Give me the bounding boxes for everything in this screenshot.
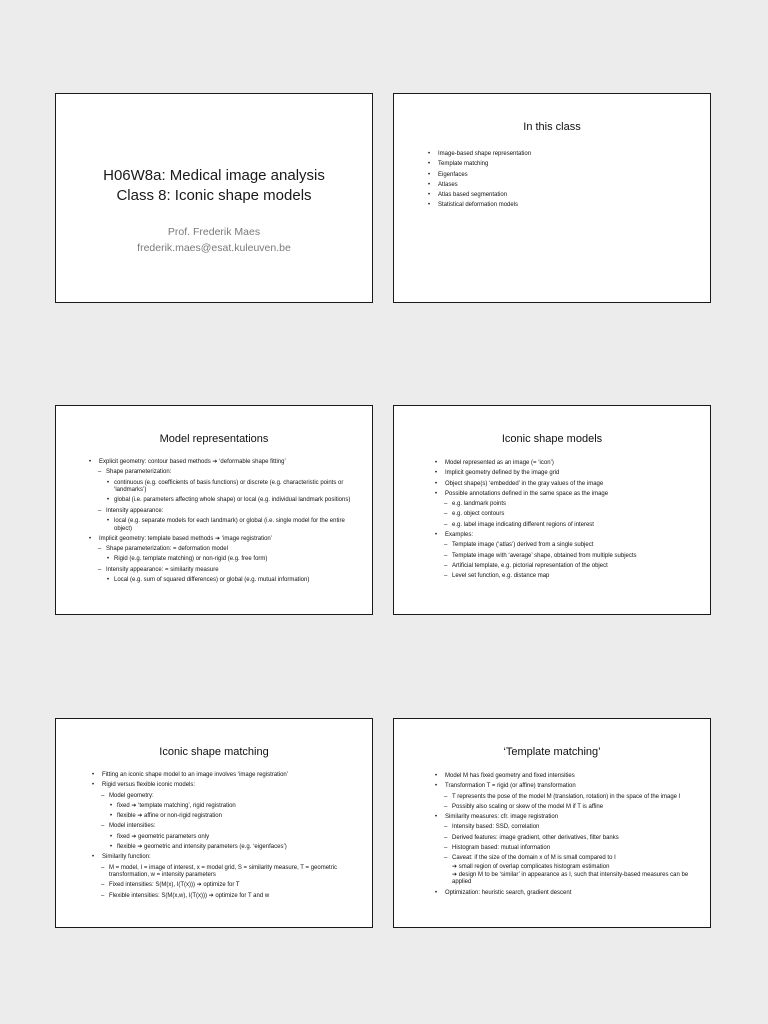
bullet-item: • Image-based shape representation [427, 151, 700, 159]
author-name: Prof. Frederik Maes [167, 226, 261, 238]
bullet-item: – Model intensities: [101, 823, 362, 831]
bullet-item: ➔ design M to be ‘similar’ in appearance as I, such that intensity-based measures can be applied [452, 871, 689, 886]
bullet-item: • Similarity measures: cfr. image registration [434, 814, 700, 822]
bullet-item: • Eigenfaces [427, 172, 700, 180]
bullet-item: – Level set function, e.g. distance map [444, 573, 700, 581]
slide-title-page [55, 93, 373, 303]
bullet-item: – e.g. landmark points [444, 501, 700, 509]
bullet-item: • fixed ➔ geometric parameters only [110, 834, 362, 842]
bullet-item: – Model geometry: [101, 793, 362, 801]
bullet-item: – Shape parameterization: [98, 469, 362, 477]
bullet-item: • Implicit geometry: template based methods ➔ ‘image registration’ [88, 536, 362, 544]
bullet-item: • continuous (e.g. coefficients of basis functions) or discrete (e.g. characteristic points or ‘landmarks’) [107, 480, 362, 495]
slide-in-this-class [393, 93, 711, 303]
bullet-item: – Fixed intensities: S(M(x), I(T(x))) ➔ optimize for T [101, 882, 362, 890]
title-line-1: H06W8a: Medical image analysis [103, 167, 325, 184]
bullet-item: – Artificial template, e.g. pictorial representation of the object [444, 563, 700, 571]
bullet-item: • fixed ➔ ‘template matching’, rigid registration [110, 803, 362, 811]
slide-heading: In this class [523, 121, 581, 133]
bullet-item: • Possible annotations defined in the same space as the image [434, 491, 700, 499]
bullet-item: – Possibly also scaling or skew of the model M if T is affine [444, 804, 700, 812]
presentation-title [56, 166, 372, 206]
bullet-item: – e.g. object contours [444, 511, 700, 519]
bullet-item: • Optimization: heuristic search, gradient descent [434, 890, 700, 898]
bullet-item: – Flexible intensities: S(M(x,w), I(T(x))) ➔ optimize for T and w [101, 893, 362, 901]
bullet-item: • Transformation T = rigid (or affine) transformation [434, 783, 700, 791]
bullet-item: – Intensity appearance: [98, 508, 362, 516]
bullet-item: • local (e.g. separate models for each landmark) or global (i.e. single model for the entire object) [107, 518, 362, 533]
bullet-item: • Model M has fixed geometry and fixed intensities [434, 773, 700, 781]
slide-iconic-shape-matching [55, 718, 373, 928]
bullet-list [91, 772, 362, 900]
author-block [56, 224, 372, 256]
bullet-item: – Intensity based: SSD, correlation [444, 824, 700, 832]
bullet-list [434, 773, 700, 897]
slide-heading: ‘Template matching’ [503, 746, 601, 758]
bullet-item: – e.g. label image indicating different regions of interest [444, 522, 700, 530]
bullet-item: • flexible ➔ affine or non-rigid registration [110, 813, 362, 821]
bullet-item: – Caveat: if the size of the domain x of M is small compared to I [444, 855, 700, 863]
bullet-item: ➔ small region of overlap complicates histogram estimation [452, 863, 610, 870]
slide-heading: Model representations [159, 433, 269, 445]
bullet-item: – Intensity appearance: = similarity measure [98, 567, 362, 575]
bullet-item: • Template matching [427, 161, 700, 169]
bullet-item: • Atlases [427, 182, 700, 190]
bullet-item: • Statistical deformation models [427, 202, 700, 210]
bullet-item: • Explicit geometry: contour based methods ➔ ‘deformable shape fitting’ [88, 459, 362, 467]
bullet-item: – T represents the pose of the model M (translation, rotation) in the space of the image I [444, 794, 700, 802]
bullet-item: – Derived features: image gradient, other derivatives, filter banks [444, 835, 700, 843]
bullet-item: • Examples: [434, 532, 700, 540]
bullet-item: • Atlas based segmentation [427, 192, 700, 200]
slide-model-representations [55, 405, 373, 615]
slide-template-matching [393, 718, 711, 928]
bullet-item: – Histogram based: mutual information [444, 845, 700, 853]
bullet-item: • global (i.e. parameters affecting whole shape) or local (e.g. individual landmark positions) [107, 497, 362, 505]
bullet-list [434, 460, 700, 581]
bullet-item: • Rigid versus flexible iconic models: [91, 782, 362, 790]
bullet-item: • Similarity function: [91, 854, 362, 862]
slide-heading: Iconic shape models [501, 433, 603, 445]
bullet-item: • Model represented as an image (= ‘icon’) [434, 460, 700, 468]
bullet-item: – Template image (‘atlas’) derived from a single subject [444, 542, 700, 550]
bullet-item: • Implicit geometry defined by the image grid [434, 470, 700, 478]
slide-heading: Iconic shape matching [159, 746, 269, 758]
bullet-item: – Shape parameterization: = deformation model [98, 546, 362, 554]
bullet-item: • Local (e.g. sum of squared differences) or global (e.g. mutual information) [107, 577, 362, 585]
bullet-list [88, 459, 362, 585]
bullet-item: • Rigid (e.g. template matching) or non-rigid (e.g. free form) [107, 556, 362, 564]
title-line-2: Class 8: Iconic shape models [116, 187, 312, 204]
slide-iconic-shape-models [393, 405, 711, 615]
bullet-item: • Object shape(s) ‘embedded’ in the gray values of the image [434, 481, 700, 489]
author-email: frederik.maes@esat.kuleuven.be [137, 242, 291, 254]
bullet-item: • Fitting an iconic shape model to an image involves ‘image registration’ [91, 772, 362, 780]
bullet-item: – Template image with ‘average’ shape, obtained from multiple subjects [444, 553, 700, 561]
bullet-list [427, 151, 700, 210]
bullet-item: – M = model, I = image of interest, x = model grid, S = similarity measure, T = geometric transformation, w = intensity parameters [101, 865, 362, 880]
bullet-item: • flexible ➔ geometric and intensity parameters (e.g. ‘eigenfaces’) [110, 844, 362, 852]
